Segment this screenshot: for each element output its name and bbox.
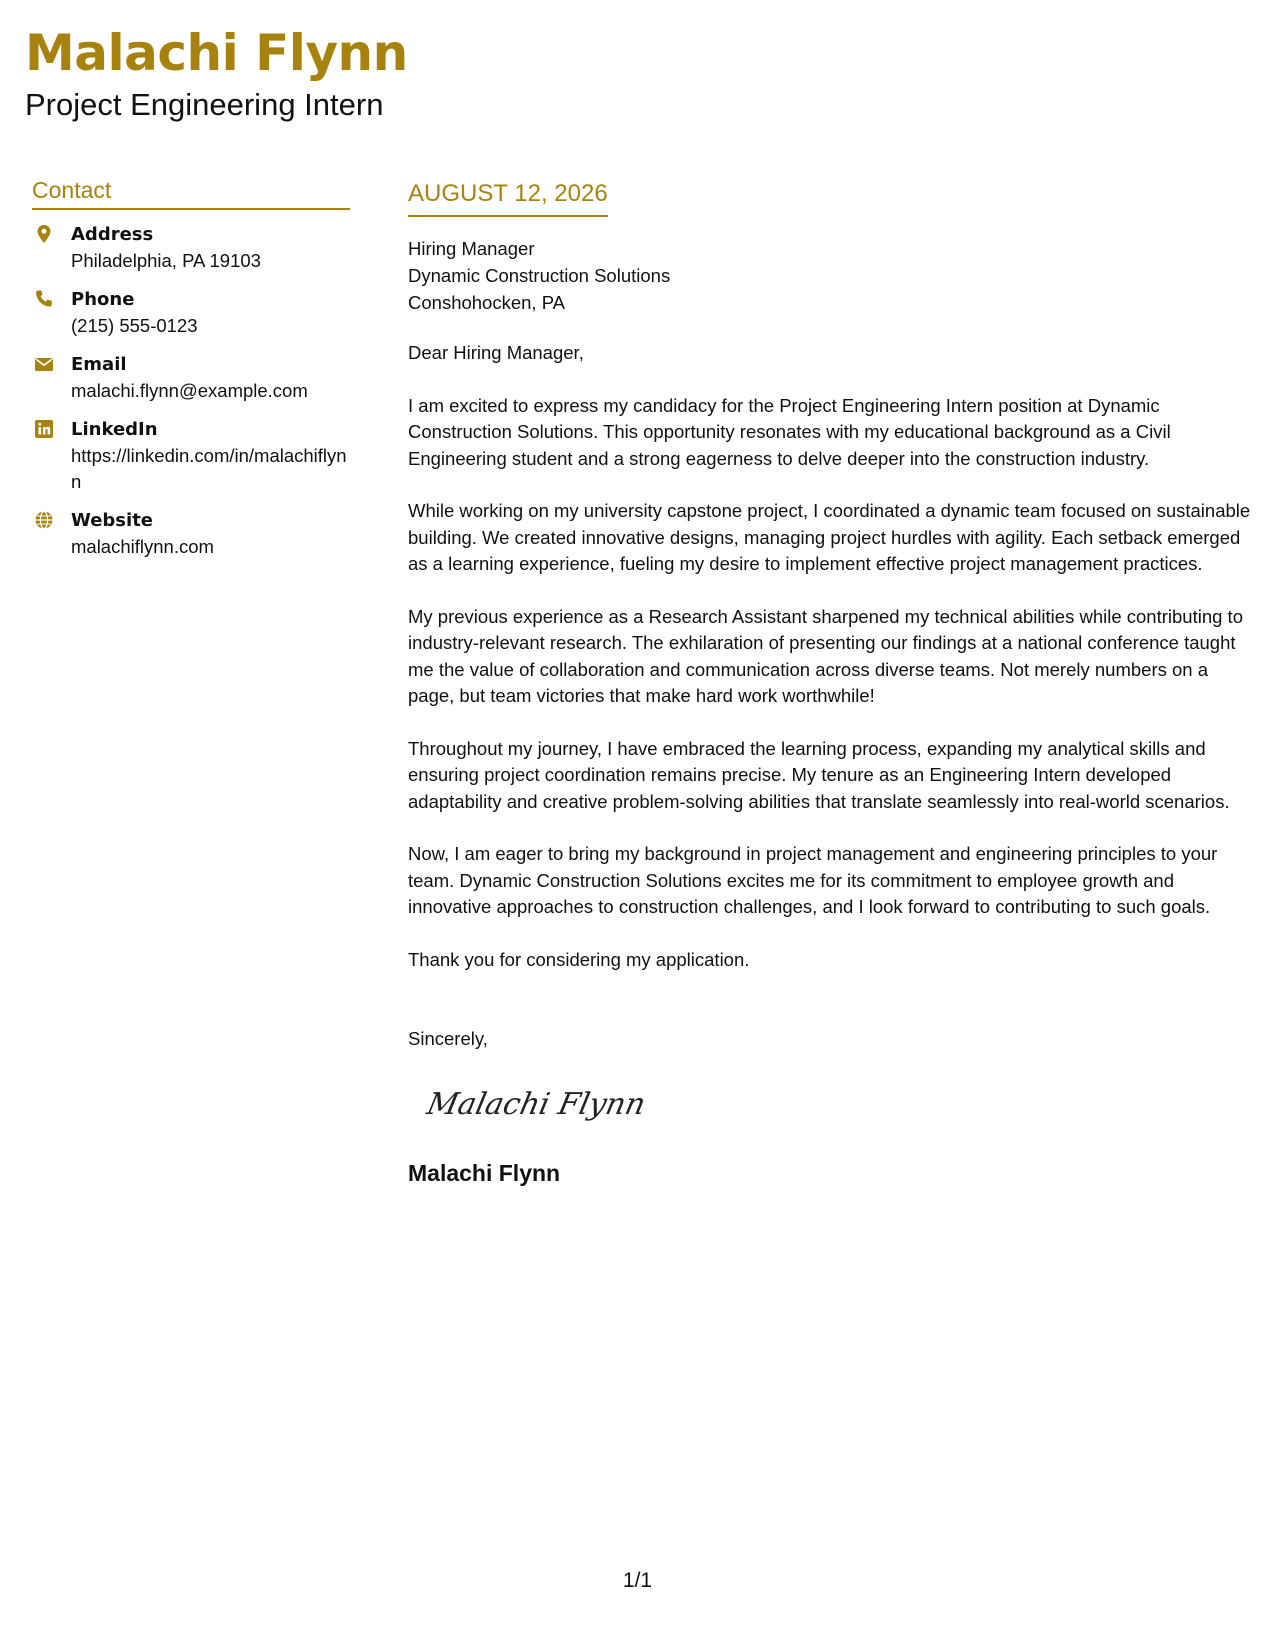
globe-icon (34, 510, 54, 530)
contact-value: (215) 555-0123 (71, 315, 198, 336)
contact-label: Phone (71, 289, 135, 310)
recipient-line: Hiring Manager (408, 238, 535, 259)
body-paragraph: My previous experience as a Research Assistant sharpened my technical abilities while contributing to industry-relevant research. The exhilaration of presenting our findings at a national conference taught me the value of collaboration and communication across diverse teams. Not merely numbers on a page, but team victories that make hard work worthwhile! (408, 605, 1243, 706)
letter-header (25, 22, 408, 124)
envelope-icon (34, 354, 54, 374)
contact-linkedin (32, 417, 350, 495)
contact-label: Email (71, 354, 127, 375)
contact-label: Website (71, 510, 154, 531)
recipient-line: Conshohocken, PA (408, 292, 566, 313)
contact-label: Address (71, 224, 154, 245)
signer-name: Malachi Flynn (408, 1160, 561, 1186)
contact-email (32, 352, 350, 404)
phone-icon (34, 289, 54, 309)
body-paragraph: Now, I am eager to bring my background in project management and engineering principles to your team. Dynamic Construction Solutions excites me for its commitment to employee growth and innovative approaches to construction challenges, and I look forward to contributing to such goals. (408, 843, 1218, 917)
applicant-name: Malachi Flynn (25, 24, 408, 82)
page-number: 1/1 (622, 1569, 653, 1592)
contact-address (32, 222, 350, 274)
contact-phone (32, 287, 350, 339)
closing: Sincerely, (408, 1028, 488, 1049)
map-pin-icon (34, 224, 54, 244)
letter-date: AUGUST 12, 2026 (408, 178, 608, 217)
letter-body (408, 178, 1253, 1188)
signature-text: Malachi Flynn (423, 1087, 649, 1122)
contact-sidebar (32, 176, 350, 573)
linkedin-icon (34, 419, 54, 439)
applicant-role: Project Engineering Intern (25, 87, 384, 122)
body-paragraph: I am excited to express my candidacy for the Project Engineering Intern position at Dynamic Construction Solutions. This opportunity resonates with my educational background as a Civil Engineering student and a strong eagerness to delve deeper into the construction industry. (408, 394, 1171, 469)
contact-value: Philadelphia, PA 19103 (71, 250, 261, 271)
body-paragraph: While working on my university capstone project, I coordinated a dynamic team focused on sustainable building. We created innovative designs, managing project hurdles with agility. Each setback emerged as a learning experience, fueling my desire to implement effective project management practices. (408, 500, 1251, 574)
contact-value[interactable]: malachiflynn.com (71, 536, 214, 557)
recipient-line: Dynamic Construction Solutions (408, 265, 671, 286)
contact-title: Contact (32, 176, 350, 210)
contact-website (32, 508, 350, 560)
contact-value[interactable]: https://linkedin.com/in/malachiflynn (71, 445, 347, 492)
body-paragraph: Thank you for considering my application. (408, 948, 750, 970)
salutation: Dear Hiring Manager, (408, 342, 584, 363)
contact-label: LinkedIn (71, 419, 158, 440)
signature-image (422, 1074, 662, 1136)
body-paragraph: Throughout my journey, I have embraced the learning process, expanding my analytical skills and ensuring project coordination remains precise. My tenure as an Engineering Intern developed adaptability and creative problem-solving abilities that translate seamlessly into real-world scenarios. (408, 737, 1230, 812)
contact-value: malachi.flynn@example.com (71, 380, 308, 401)
recipient-block (408, 235, 1253, 316)
